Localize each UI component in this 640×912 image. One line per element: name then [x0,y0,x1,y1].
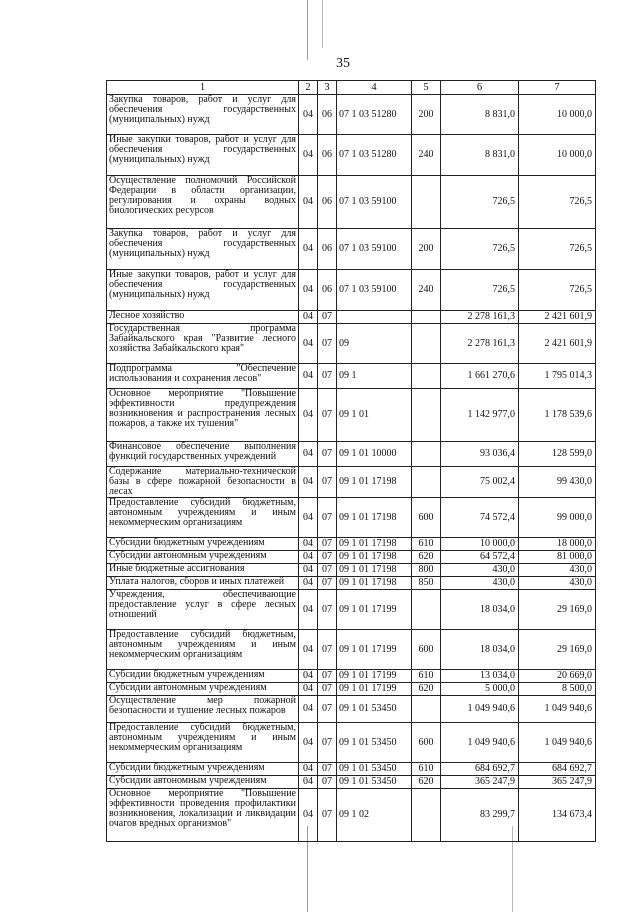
row-name: Уплата налогов, сборов и иных платежей [107,577,299,590]
target-code: 09 1 01 17199 [337,683,412,696]
table-row [107,630,596,670]
target-code: 09 1 01 53450 [337,696,412,723]
expense-type-code [412,364,441,389]
amount-year-2: 430,0 [519,564,596,577]
row-name: Лесное хозяйство [107,311,299,324]
table-row [107,176,596,229]
amount-year-1: 726,5 [441,229,519,270]
target-code [337,311,412,324]
target-code: 07 1 03 51280 [337,95,412,135]
row-name: Закупка товаров, работ и услуг для обеспечения государственных (муниципальных) нужд [107,229,299,270]
subsection-code: 07 [318,442,337,467]
table-row [107,696,596,723]
section-code: 04 [299,590,318,630]
amount-year-1: 8 831,0 [441,95,519,135]
table-row [107,498,596,538]
table-row [107,538,596,551]
subsection-code: 07 [318,364,337,389]
amount-year-1: 10 000,0 [441,538,519,551]
expense-type-code: 240 [412,270,441,311]
table-row [107,776,596,789]
target-code: 09 1 01 17199 [337,590,412,630]
row-name: Субсидии автономным учреждениям [107,551,299,564]
subsection-code: 07 [318,723,337,763]
table-row [107,324,596,364]
expense-type-code: 800 [412,564,441,577]
expense-type-code: 200 [412,229,441,270]
section-code: 04 [299,389,318,442]
table-row [107,670,596,683]
row-name: Субсидии бюджетным учреждениям [107,763,299,776]
section-code: 04 [299,467,318,498]
row-name: Субсидии бюджетным учреждениям [107,670,299,683]
amount-year-1: 365 247,9 [441,776,519,789]
subsection-code: 07 [318,670,337,683]
section-code: 04 [299,723,318,763]
table-header-row [107,81,596,95]
amount-year-1: 2 278 161,3 [441,311,519,324]
amount-year-2: 1 049 940,6 [519,696,596,723]
expense-type-code: 600 [412,723,441,763]
table-row [107,763,596,776]
amount-year-1: 2 278 161,3 [441,324,519,364]
table-row [107,551,596,564]
amount-year-2: 10 000,0 [519,135,596,176]
section-code: 04 [299,311,318,324]
section-code: 04 [299,324,318,364]
table-row [107,95,596,135]
amount-year-1: 13 034,0 [441,670,519,683]
header-cell: 2 [299,81,318,95]
subsection-code: 07 [318,789,337,842]
subsection-code: 07 [318,590,337,630]
section-code: 04 [299,176,318,229]
amount-year-2: 29 169,0 [519,630,596,670]
subsection-code: 06 [318,176,337,229]
target-code: 09 1 01 53450 [337,723,412,763]
expense-type-code: 200 [412,95,441,135]
amount-year-1: 684 692,7 [441,763,519,776]
subsection-code: 07 [318,551,337,564]
expense-type-code [412,590,441,630]
subsection-code: 07 [318,683,337,696]
amount-year-2: 726,5 [519,229,596,270]
row-name: Субсидии автономным учреждениям [107,776,299,789]
amount-year-2: 99 000,0 [519,498,596,538]
table-row [107,467,596,498]
target-code: 09 1 01 17198 [337,498,412,538]
target-code: 07 1 03 59100 [337,270,412,311]
header-cell: 6 [441,81,519,95]
target-code: 09 1 01 10000 [337,442,412,467]
amount-year-1: 18 034,0 [441,630,519,670]
amount-year-1: 18 034,0 [441,590,519,630]
section-code: 04 [299,538,318,551]
header-cell: 7 [519,81,596,95]
row-name: Предоставление субсидий бюджетным, автономным учреждениям и иным некоммерческим организациям [107,498,299,538]
section-code: 04 [299,364,318,389]
table-row [107,311,596,324]
row-name: Осуществление полномочий Российской Федерации в области организации, регулирования и охраны водных биологических ресурсов [107,176,299,229]
expense-type-code: 600 [412,630,441,670]
amount-year-1: 1 049 940,6 [441,696,519,723]
scan-line-top-2 [322,0,323,48]
amount-year-2: 99 430,0 [519,467,596,498]
target-code: 09 1 01 17198 [337,551,412,564]
row-name: Подпрограмма "Обеспечение использования и сохранения лесов" [107,364,299,389]
amount-year-1: 8 831,0 [441,135,519,176]
section-code: 04 [299,630,318,670]
section-code: 04 [299,551,318,564]
table-row [107,577,596,590]
section-code: 04 [299,564,318,577]
amount-year-1: 83 299,7 [441,789,519,842]
amount-year-2: 430,0 [519,577,596,590]
target-code: 09 1 01 53450 [337,763,412,776]
amount-year-2: 81 000,0 [519,551,596,564]
expense-type-code [412,311,441,324]
section-code: 04 [299,577,318,590]
section-code: 04 [299,270,318,311]
row-name: Иные бюджетные ассигнования [107,564,299,577]
amount-year-2: 20 669,0 [519,670,596,683]
section-code: 04 [299,135,318,176]
target-code: 09 1 01 17198 [337,577,412,590]
section-code: 04 [299,95,318,135]
amount-year-1: 726,5 [441,176,519,229]
target-code: 07 1 03 59100 [337,229,412,270]
expense-type-code [412,467,441,498]
section-code: 04 [299,442,318,467]
table-row [107,683,596,696]
expense-type-code: 610 [412,670,441,683]
subsection-code: 07 [318,776,337,789]
amount-year-1: 1 049 940,6 [441,723,519,763]
amount-year-1: 1 661 270,6 [441,364,519,389]
table-row [107,229,596,270]
amount-year-2: 18 000,0 [519,538,596,551]
amount-year-2: 128 599,0 [519,442,596,467]
target-code: 09 1 [337,364,412,389]
amount-year-2: 29 169,0 [519,590,596,630]
amount-year-2: 2 421 601,9 [519,324,596,364]
amount-year-1: 5 000,0 [441,683,519,696]
target-code: 09 1 01 17198 [337,467,412,498]
amount-year-1: 64 572,4 [441,551,519,564]
row-name: Финансовое обеспечение выполнения функций государственных учреждений [107,442,299,467]
expense-type-code: 620 [412,683,441,696]
subsection-code: 07 [318,577,337,590]
amount-year-2: 1 795 014,3 [519,364,596,389]
expense-type-code: 610 [412,538,441,551]
subsection-code: 07 [318,498,337,538]
amount-year-2: 684 692,7 [519,763,596,776]
subsection-code: 07 [318,763,337,776]
row-name: Предоставление субсидий бюджетным, автономным учреждениям и иным некоммерческим организациям [107,630,299,670]
target-code: 09 1 01 17198 [337,538,412,551]
subsection-code: 07 [318,538,337,551]
row-name: Предоставление субсидий бюджетным, автономным учреждениям и иным некоммерческим организациям [107,723,299,763]
subsection-code: 06 [318,229,337,270]
target-code: 09 1 01 17199 [337,670,412,683]
amount-year-1: 93 036,4 [441,442,519,467]
expense-type-code: 620 [412,776,441,789]
expense-type-code: 600 [412,498,441,538]
row-name: Основное мероприятие "Повышение эффективности проведения профилактики возникновения, локализации и ликвидации очагов вредных организмов" [107,789,299,842]
amount-year-1: 75 002,4 [441,467,519,498]
row-name: Государственная программа Забайкальского края "Развитие лесного хозяйства Забайкальского края" [107,324,299,364]
section-code: 04 [299,229,318,270]
scan-line-top [307,0,308,60]
row-name: Иные закупки товаров, работ и услуг для обеспечения государственных (муниципальных) нужд [107,135,299,176]
amount-year-2: 1 178 539,6 [519,389,596,442]
amount-year-2: 1 049 940,6 [519,723,596,763]
amount-year-2: 2 421 601,9 [519,311,596,324]
table-row [107,789,596,842]
expense-type-code [412,176,441,229]
table-row [107,590,596,630]
expense-type-code: 850 [412,577,441,590]
amount-year-1: 726,5 [441,270,519,311]
amount-year-2: 8 500,0 [519,683,596,696]
budget-table [106,80,596,842]
section-code: 04 [299,670,318,683]
row-name: Субсидии бюджетным учреждениям [107,538,299,551]
subsection-code: 07 [318,696,337,723]
subsection-code: 06 [318,135,337,176]
expense-type-code [412,789,441,842]
amount-year-2: 10 000,0 [519,95,596,135]
subsection-code: 07 [318,630,337,670]
row-name: Осуществление мер пожарной безопасности и тушение лесных пожаров [107,696,299,723]
target-code: 09 1 01 [337,389,412,442]
row-name: Иные закупки товаров, работ и услуг для обеспечения государственных (муниципальных) нужд [107,270,299,311]
page-number: 35 [336,56,350,71]
expense-type-code: 620 [412,551,441,564]
section-code: 04 [299,696,318,723]
table-row [107,723,596,763]
subsection-code: 07 [318,467,337,498]
target-code: 09 1 01 53450 [337,776,412,789]
header-cell: 1 [107,81,299,95]
subsection-code: 06 [318,270,337,311]
amount-year-1: 430,0 [441,564,519,577]
amount-year-1: 74 572,4 [441,498,519,538]
subsection-code: 06 [318,95,337,135]
table-row [107,135,596,176]
table-row [107,270,596,311]
amount-year-2: 365 247,9 [519,776,596,789]
section-code: 04 [299,776,318,789]
expense-type-code [412,389,441,442]
amount-year-2: 726,5 [519,176,596,229]
subsection-code: 07 [318,389,337,442]
section-code: 04 [299,789,318,842]
target-code: 09 1 01 17199 [337,630,412,670]
row-name: Закупка товаров, работ и услуг для обеспечения государственных (муниципальных) нужд [107,95,299,135]
expense-type-code [412,442,441,467]
target-code: 09 [337,324,412,364]
budget-table-body [107,81,596,842]
target-code: 07 1 03 59100 [337,176,412,229]
row-name: Содержание материально-технической базы в сфере пожарной безопасности в лесах [107,467,299,498]
expense-type-code [412,696,441,723]
section-code: 04 [299,683,318,696]
amount-year-1: 1 142 977,0 [441,389,519,442]
target-code: 09 1 02 [337,789,412,842]
target-code: 07 1 03 51280 [337,135,412,176]
row-name: Учреждения, обеспечивающие предоставление услуг в сфере лесных отношений [107,590,299,630]
expense-type-code: 610 [412,763,441,776]
table-row [107,389,596,442]
row-name: Основное мероприятие "Повышение эффективности предупреждения возникновения и распространения лесных пожаров, а также их тушения" [107,389,299,442]
expense-type-code [412,324,441,364]
amount-year-2: 726,5 [519,270,596,311]
table-row [107,364,596,389]
row-name: Субсидии автономным учреждениям [107,683,299,696]
subsection-code: 07 [318,324,337,364]
table-row [107,564,596,577]
expense-type-code: 240 [412,135,441,176]
subsection-code: 07 [318,311,337,324]
header-cell: 5 [412,81,441,95]
header-cell: 4 [337,81,412,95]
target-code: 09 1 01 17198 [337,564,412,577]
amount-year-1: 430,0 [441,577,519,590]
subsection-code: 07 [318,564,337,577]
header-cell: 3 [318,81,337,95]
section-code: 04 [299,763,318,776]
table-row [107,442,596,467]
section-code: 04 [299,498,318,538]
amount-year-2: 134 673,4 [519,789,596,842]
